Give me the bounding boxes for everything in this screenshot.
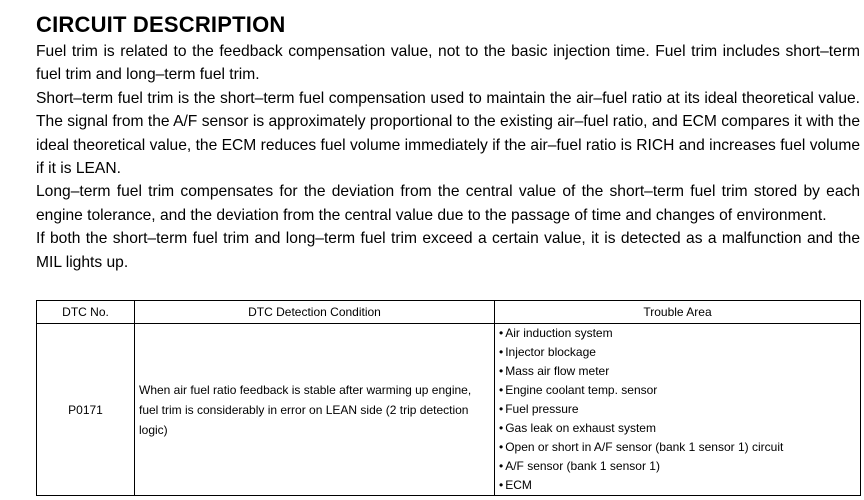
section-title: CIRCUIT DESCRIPTION <box>36 12 286 37</box>
list-item: • Air induction system <box>499 324 856 343</box>
header-trouble-area: Trouble Area <box>495 301 861 324</box>
dtc-code: P0171 <box>37 324 135 496</box>
list-item: • Gas leak on exhaust system <box>499 419 856 438</box>
list-item: • Open or short in A/F sensor (bank 1 sensor 1) circuit <box>499 438 856 457</box>
paragraph-long-term: Long–term fuel trim compensates for the deviation from the central value of the short–term fuel trim stored by each engine tolerance, and the deviation from the central value due to the passage of time and changes of environment. <box>36 183 860 224</box>
list-item: • A/F sensor (bank 1 sensor 1) <box>499 457 856 476</box>
paragraph-malfunction: If both the short–term fuel trim and long–term fuel trim exceed a certain value, it is detected as a malfunction and the MIL lights up. <box>36 230 860 271</box>
header-detection-condition: DTC Detection Condition <box>135 301 495 324</box>
trouble-area-list <box>499 324 856 495</box>
table-row <box>37 324 861 496</box>
paragraph-fuel-trim: Fuel trim is related to the feedback compensation value, not to the basic injection time. Fuel trim includes short–term fuel trim and long–term fuel trim. <box>36 43 860 84</box>
dtc-table <box>36 300 861 496</box>
list-item: • Mass air flow meter <box>499 362 856 381</box>
table-header-row <box>37 301 861 324</box>
paragraph-short-term: Short–term fuel trim is the short–term fuel compensation used to maintain the air–fuel ratio at its ideal theoretical value. The signal from the A/F sensor is approximately proportional to the existing air–fuel ratio, and ECM compares it with the ideal theoretical value, the ECM reduces fuel volume immediately if the air–fuel ratio is RICH and increases fuel volume if it is LEAN. <box>36 89 860 178</box>
document-page <box>36 10 860 274</box>
list-item: • Fuel pressure <box>499 400 856 419</box>
list-item: • Injector blockage <box>499 343 856 362</box>
list-item: • ECM <box>499 476 856 495</box>
trouble-area-cell <box>495 324 861 496</box>
header-dtc-no: DTC No. <box>37 301 135 324</box>
detection-condition: When air fuel ratio feedback is stable after warming up engine, fuel trim is considerably in error on LEAN side (2 trip detection logic) <box>135 324 495 496</box>
list-item: • Engine coolant temp. sensor <box>499 381 856 400</box>
